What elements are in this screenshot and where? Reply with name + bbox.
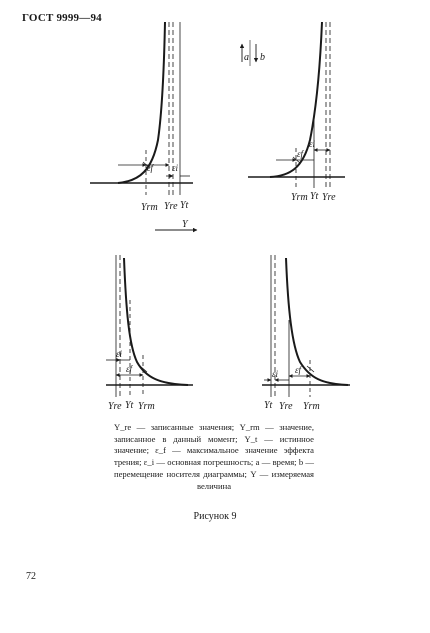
panel2-label-yt: Yt — [310, 191, 319, 202]
panel2-label-eps-f: εf — [297, 149, 304, 159]
panel4-label-yt: Yt — [264, 400, 273, 411]
panel-bottom-left — [106, 255, 193, 397]
panel1-label-yre: Yre — [164, 201, 178, 212]
panel4-label-eps-f: εf — [295, 365, 302, 375]
panel3-label-yt: Yt — [125, 400, 134, 411]
document-header: ГОСТ 9999—94 — [22, 12, 102, 24]
panel-top-left — [90, 22, 197, 230]
panel3-label-yrm: Yrm — [138, 401, 155, 412]
panel4-label-yre: Yre — [279, 401, 293, 412]
panel4-label-eps-i: εi — [272, 369, 279, 379]
panel3-label-eps-i: εi — [116, 349, 123, 359]
panel1-label-eps-f: εf — [147, 163, 154, 173]
panel2-label-a: a — [244, 52, 249, 63]
panel1-axis-y-label: Y — [182, 219, 188, 230]
figure-legend: Y_re — записанные значения; Y_rm — значение, записанное в данный момент; Y_t — истинное значение; ε_f — максимальное значение эффекта трения; ε_i — основная погрешность; a — время; b — перемещение носителя диаграммы; Y — измеряемая величина — [114, 422, 314, 491]
panel2-label-yre: Yre — [322, 192, 336, 203]
page-number: 72 — [26, 571, 36, 582]
panel2-label-yrm: Yrm — [291, 192, 308, 203]
panel1-label-eps-i: εi — [172, 163, 179, 173]
panel1-label-yt: Yt — [180, 200, 189, 211]
figure-caption: Рисунок 9 — [193, 511, 237, 522]
panel-top-right — [242, 22, 345, 188]
panel4-label-yrm: Yrm — [303, 401, 320, 412]
panel2-label-b: b — [260, 52, 265, 63]
panel3-label-yre: Yre — [108, 401, 122, 412]
panel1-label-yrm: Yrm — [141, 202, 158, 213]
panel2-label-eps-i: εi — [309, 139, 316, 149]
panel3-label-eps-f: εf — [126, 364, 133, 374]
